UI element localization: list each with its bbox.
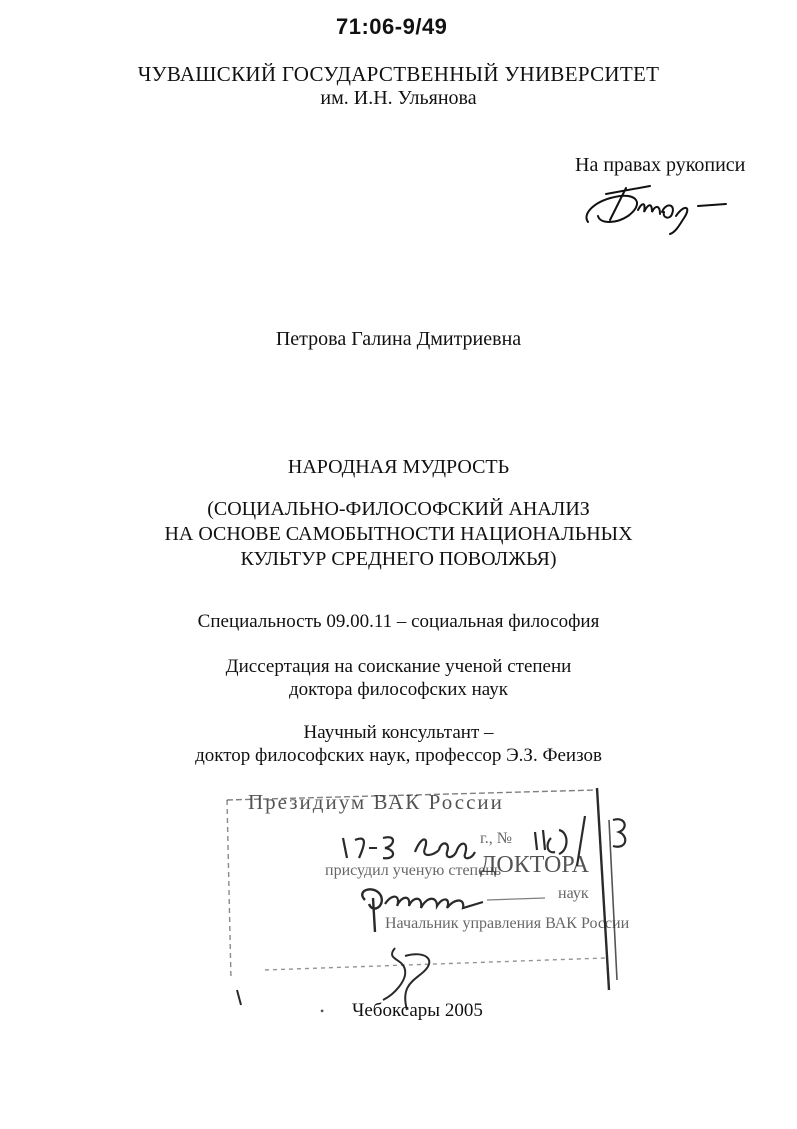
signature-image	[580, 176, 730, 238]
consultant-line: Научный консультант –	[303, 722, 494, 743]
stamp-date-label: г., №	[480, 830, 513, 847]
document-code: 71:06-9/49	[336, 14, 448, 39]
university-named-after: им. И.Н. Ульянова	[320, 87, 477, 109]
consultant-line: доктор философских наук, профессор Э.З. Феизов	[195, 745, 602, 766]
subtitle-line: КУЛЬТУР СРЕДНЕГО ПОВОЛЖЬЯ)	[240, 548, 557, 570]
margin-dot: •	[320, 1004, 325, 1018]
subtitle-line: (СОЦИАЛЬНО-ФИЛОСОФСКИЙ АНАЛИЗ	[207, 498, 590, 520]
degree-line: Диссертация на соискание ученой степени	[225, 656, 572, 677]
specialty-line: Специальность 09.00.11 – социальная философия	[197, 611, 600, 632]
stamp-degree-line: присудил ученую степень	[325, 862, 502, 879]
stamp-degree: ДОКТОРА	[480, 852, 589, 878]
university-name: ЧУВАШСКИЙ ГОСУДАРСТВЕННЫЙ УНИВЕРСИТЕТ	[137, 62, 660, 86]
stamp-office: Начальник управления ВАК России	[385, 915, 630, 932]
subtitle-line: НА ОСНОВЕ САМОБЫТНОСТИ НАЦИОНАЛЬНЫХ	[164, 523, 633, 545]
degree-line: доктора философских наук	[288, 679, 508, 700]
author-name: Петрова Галина Дмитриевна	[275, 328, 522, 350]
stamp-science-suffix: наук	[558, 885, 589, 902]
dissertation-title: НАРОДНАЯ МУДРОСТЬ	[287, 456, 510, 478]
stamp-title: Президиум ВАК России	[248, 790, 504, 814]
scientific-consultant	[0, 721, 797, 767]
dissertation-subtitle	[0, 497, 797, 572]
rights-note: На правах рукописи	[575, 154, 746, 176]
city-year: Чебоксары 2005	[352, 1000, 483, 1021]
dissertation-degree	[0, 655, 797, 701]
